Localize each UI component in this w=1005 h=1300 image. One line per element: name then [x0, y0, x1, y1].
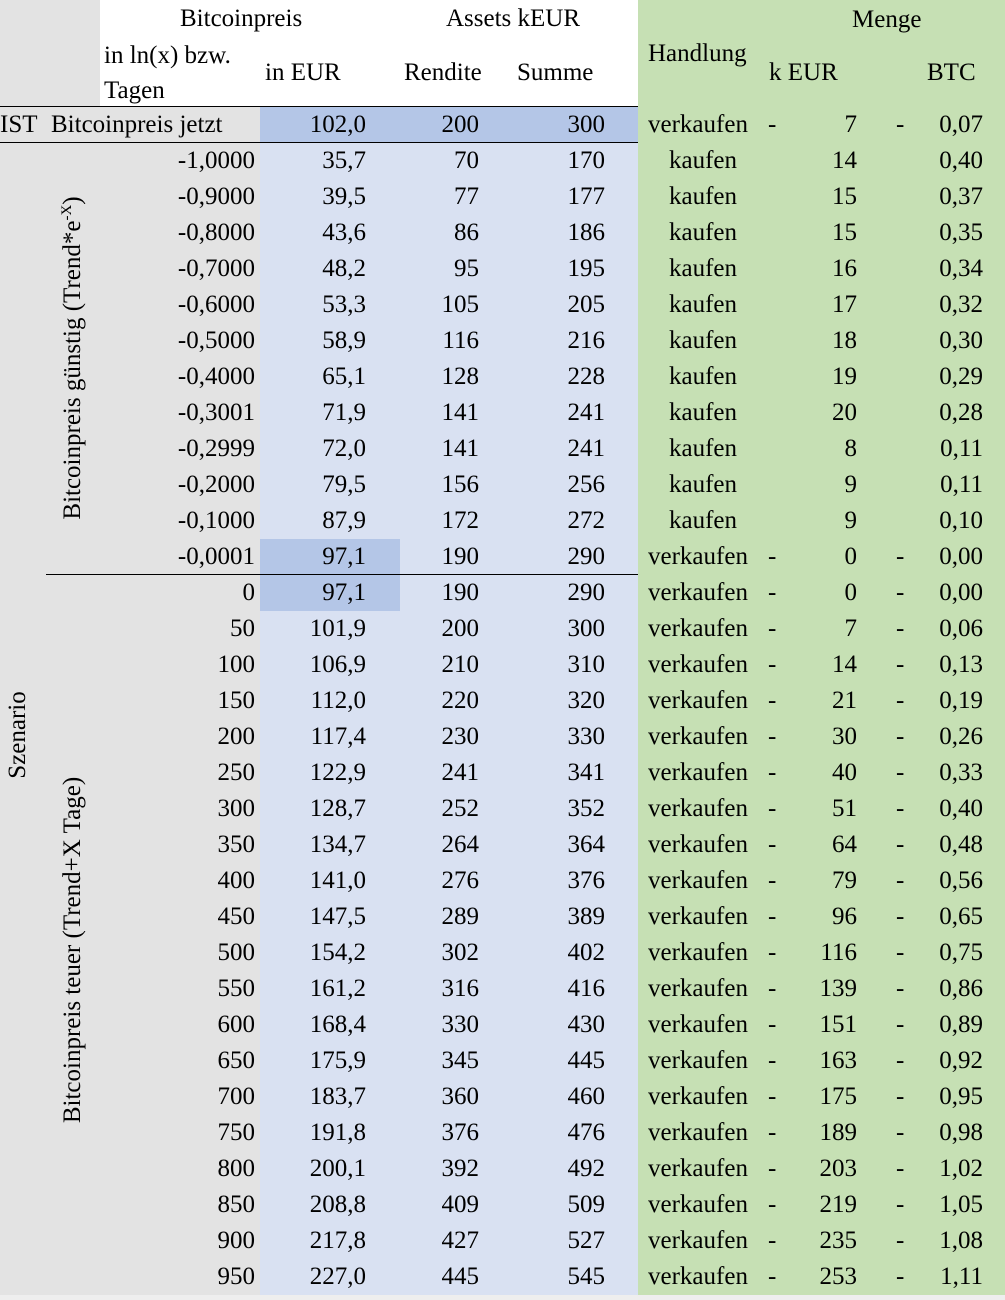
keur-sign: - — [768, 1263, 777, 1290]
keur-value: 175 — [819, 1083, 857, 1110]
btc-sign: - — [896, 831, 905, 858]
keur-value: 8 — [844, 435, 857, 462]
summe-value: 402 — [567, 939, 605, 966]
rendite-value: 70 — [454, 147, 479, 174]
ist-price: 102,0 — [309, 111, 366, 138]
summe-value: 341 — [567, 759, 605, 786]
price-eur: 191,8 — [309, 1119, 366, 1146]
keur-sign: - — [768, 1227, 777, 1254]
header-btc: BTC — [927, 59, 976, 86]
btc-value: 0,26 — [939, 723, 983, 750]
keur-value: 253 — [819, 1263, 857, 1290]
price-eur: 183,7 — [309, 1083, 366, 1110]
btc-value: 0,30 — [939, 327, 983, 354]
guenstig-label-prefix: Bitcoinpreis günstig (Trend*e — [59, 220, 87, 520]
keur-sign: - — [768, 795, 777, 822]
price-eur: 58,9 — [322, 327, 366, 354]
action-label: kaufen — [668, 363, 738, 390]
summe-value: 445 — [567, 1047, 605, 1074]
keur-value: 139 — [819, 975, 857, 1002]
scenario-x-value: 700 — [217, 1083, 255, 1110]
summe-value: 241 — [567, 399, 605, 426]
action-label: verkaufen — [648, 1119, 748, 1146]
rendite-value: 95 — [454, 255, 479, 282]
keur-value: 219 — [819, 1191, 857, 1218]
btc-value: 0,92 — [939, 1047, 983, 1074]
ist-keur-sign: - — [768, 111, 777, 138]
header-handlung: Handlung — [648, 40, 747, 67]
rendite-value: 445 — [441, 1263, 479, 1290]
summe-value: 389 — [567, 903, 605, 930]
rendite-value: 264 — [441, 831, 479, 858]
teuer-label: Bitcoinpreis teuer (Trend+X Tage) — [59, 776, 86, 1124]
rendite-value: 141 — [441, 435, 479, 462]
price-eur: 43,6 — [322, 219, 366, 246]
price-eur: 154,2 — [309, 939, 366, 966]
action-label: kaufen — [668, 471, 738, 498]
btc-value: 0,86 — [939, 975, 983, 1002]
summe-value: 509 — [567, 1191, 605, 1218]
btc-value: 0,56 — [939, 867, 983, 894]
summe-value: 290 — [567, 543, 605, 570]
keur-value: 189 — [819, 1119, 857, 1146]
action-label: verkaufen — [648, 867, 748, 894]
keur-sign: - — [768, 687, 777, 714]
scenario-x-value: -0,0001 — [177, 543, 255, 570]
action-label: kaufen — [668, 147, 738, 174]
price-eur: 227,0 — [309, 1263, 366, 1290]
summe-value: 352 — [567, 795, 605, 822]
keur-sign: - — [768, 723, 777, 750]
rendite-value: 252 — [441, 795, 479, 822]
action-label: verkaufen — [648, 939, 748, 966]
rendite-value: 210 — [441, 651, 479, 678]
btc-value: 0,10 — [939, 507, 983, 534]
btc-value: 0,11 — [940, 471, 983, 498]
summe-value: 256 — [567, 471, 605, 498]
keur-value: 203 — [819, 1155, 857, 1182]
summe-value: 545 — [567, 1263, 605, 1290]
scenario-x-value: 450 — [217, 903, 255, 930]
btc-sign: - — [896, 1083, 905, 1110]
keur-sign: - — [768, 1047, 777, 1074]
action-label: kaufen — [668, 327, 738, 354]
price-eur: 39,5 — [322, 183, 366, 210]
ist-label: IST — [0, 111, 38, 138]
keur-value: 17 — [832, 291, 857, 318]
btc-value: 0,48 — [939, 831, 983, 858]
btc-sign: - — [896, 795, 905, 822]
header-bitcoinpreis: Bitcoinpreis — [180, 5, 303, 32]
price-eur: 72,0 — [322, 435, 366, 462]
scenario-x-value: -0,7000 — [177, 255, 255, 282]
btc-sign: - — [896, 1191, 905, 1218]
summe-value: 195 — [567, 255, 605, 282]
price-eur: 35,7 — [322, 147, 366, 174]
keur-value: 9 — [844, 471, 857, 498]
keur-sign: - — [768, 867, 777, 894]
btc-value: 1,11 — [940, 1263, 983, 1290]
rendite-value: 200 — [441, 615, 479, 642]
rendite-value: 156 — [441, 471, 479, 498]
action-label: verkaufen — [648, 651, 748, 678]
keur-value: 79 — [832, 867, 857, 894]
keur-sign: - — [768, 939, 777, 966]
btc-value: 0,34 — [939, 255, 983, 282]
action-label: verkaufen — [648, 1191, 748, 1218]
keur-value: 16 — [832, 255, 857, 282]
keur-value: 64 — [832, 831, 857, 858]
keur-value: 30 — [832, 723, 857, 750]
price-eur: 168,4 — [309, 1011, 366, 1038]
btc-value: 0,65 — [939, 903, 983, 930]
label-column-background — [0, 0, 100, 107]
scenario-x-value: 500 — [217, 939, 255, 966]
rendite-value: 128 — [441, 363, 479, 390]
scenario-x-value: 650 — [217, 1047, 255, 1074]
keur-value: 0 — [844, 543, 857, 570]
btc-value: 0,75 — [939, 939, 983, 966]
summe-value: 170 — [567, 147, 605, 174]
action-label: verkaufen — [648, 1083, 748, 1110]
btc-value: 0,40 — [939, 795, 983, 822]
btc-sign: - — [896, 939, 905, 966]
summe-value: 300 — [567, 615, 605, 642]
bottom-strip — [0, 1295, 1005, 1300]
btc-sign: - — [896, 723, 905, 750]
rendite-value: 345 — [441, 1047, 479, 1074]
action-label: kaufen — [668, 219, 738, 246]
action-label: kaufen — [668, 399, 738, 426]
scenario-x-value: 400 — [217, 867, 255, 894]
scenario-x-value: 950 — [217, 1263, 255, 1290]
rendite-value: 276 — [441, 867, 479, 894]
action-label: verkaufen — [648, 759, 748, 786]
btc-value: 0,35 — [939, 219, 983, 246]
scenario-x-value: -0,1000 — [177, 507, 255, 534]
action-label: kaufen — [668, 435, 738, 462]
ist-btc: 0,07 — [939, 111, 983, 138]
keur-value: 15 — [832, 183, 857, 210]
keur-value: 40 — [832, 759, 857, 786]
btc-sign: - — [896, 975, 905, 1002]
btc-sign: - — [896, 687, 905, 714]
price-eur: 141,0 — [309, 867, 366, 894]
keur-sign: - — [768, 1011, 777, 1038]
action-label: kaufen — [668, 291, 738, 318]
header-summe: Summe — [517, 59, 594, 86]
ist-btc-sign: - — [896, 111, 905, 138]
rendite-value: 392 — [441, 1155, 479, 1182]
header-in-eur: in EUR — [265, 59, 341, 86]
price-eur: 208,8 — [309, 1191, 366, 1218]
keur-sign: - — [768, 1191, 777, 1218]
scenario-x-value: 200 — [217, 723, 255, 750]
rendite-value: 409 — [441, 1191, 479, 1218]
price-eur: 134,7 — [309, 831, 366, 858]
action-label: verkaufen — [648, 795, 748, 822]
keur-value: 151 — [819, 1011, 857, 1038]
rendite-value: 427 — [441, 1227, 479, 1254]
header-k-eur: k EUR — [769, 59, 838, 86]
price-eur: 128,7 — [309, 795, 366, 822]
ist-summe: 300 — [567, 111, 605, 138]
price-eur: 217,8 — [309, 1227, 366, 1254]
price-eur: 122,9 — [309, 759, 366, 786]
scenario-x-value: 0 — [242, 579, 255, 606]
summe-value: 310 — [567, 651, 605, 678]
header-lnx-line1: in ln(x) bzw. — [104, 42, 231, 69]
keur-sign: - — [768, 579, 777, 606]
rendite-value: 220 — [441, 687, 479, 714]
price-eur: 53,3 — [322, 291, 366, 318]
rendite-value: 77 — [454, 183, 479, 210]
scenario-x-value: 100 — [217, 651, 255, 678]
summe-value: 205 — [567, 291, 605, 318]
summe-value: 186 — [567, 219, 605, 246]
btc-value: 0,00 — [939, 579, 983, 606]
action-label: verkaufen — [648, 687, 748, 714]
action-label: verkaufen — [648, 1047, 748, 1074]
btc-value: 0,13 — [939, 651, 983, 678]
summe-value: 320 — [567, 687, 605, 714]
price-eur: 71,9 — [322, 399, 366, 426]
rendite-value: 116 — [442, 327, 479, 354]
rendite-value: 190 — [441, 543, 479, 570]
scenario-x-value: -0,6000 — [177, 291, 255, 318]
keur-value: 51 — [832, 795, 857, 822]
action-label: verkaufen — [648, 723, 748, 750]
btc-value: 0,98 — [939, 1119, 983, 1146]
summe-value: 460 — [567, 1083, 605, 1110]
action-label: verkaufen — [648, 975, 748, 1002]
scenario-x-value: 250 — [217, 759, 255, 786]
btc-value: 0,32 — [939, 291, 983, 318]
btc-value: 0,40 — [939, 147, 983, 174]
rendite-value: 376 — [441, 1119, 479, 1146]
btc-sign: - — [896, 1227, 905, 1254]
scenario-x-value: 350 — [217, 831, 255, 858]
rendite-value: 360 — [441, 1083, 479, 1110]
rendite-value: 241 — [441, 759, 479, 786]
action-label: verkaufen — [648, 831, 748, 858]
action-label: verkaufen — [648, 615, 748, 642]
scenario-x-value: -0,4000 — [177, 363, 255, 390]
btc-value: 0,11 — [940, 435, 983, 462]
scenario-x-value: 600 — [217, 1011, 255, 1038]
ist-rendite: 200 — [441, 111, 479, 138]
btc-sign: - — [896, 1011, 905, 1038]
header-lnx-line2: Tagen — [104, 77, 165, 104]
btc-value: 0,28 — [939, 399, 983, 426]
scenario-x-value: 150 — [217, 687, 255, 714]
szenario-label: Szenario — [4, 691, 31, 779]
btc-value: 0,95 — [939, 1083, 983, 1110]
header-menge: Menge — [852, 6, 922, 33]
price-eur: 106,9 — [309, 651, 366, 678]
action-label: kaufen — [668, 183, 738, 210]
scenario-x-value: 800 — [217, 1155, 255, 1182]
action-label: verkaufen — [648, 1227, 748, 1254]
summe-value: 241 — [567, 435, 605, 462]
summe-value: 290 — [567, 579, 605, 606]
scenario-x-value: -1,0000 — [177, 147, 255, 174]
action-label: verkaufen — [648, 903, 748, 930]
summe-value: 330 — [567, 723, 605, 750]
summe-value: 272 — [567, 507, 605, 534]
btc-value: 1,08 — [939, 1227, 983, 1254]
rendite-value: 230 — [441, 723, 479, 750]
keur-sign: - — [768, 1083, 777, 1110]
keur-sign: - — [768, 615, 777, 642]
rendite-value: 330 — [441, 1011, 479, 1038]
scenario-x-value: -0,3001 — [177, 399, 255, 426]
price-eur: 79,5 — [322, 471, 366, 498]
rendite-value: 289 — [441, 903, 479, 930]
summe-value: 376 — [567, 867, 605, 894]
price-eur: 97,1 — [322, 579, 366, 606]
header-rendite: Rendite — [404, 59, 482, 86]
summe-value: 416 — [567, 975, 605, 1002]
scenario-x-value: -0,8000 — [177, 219, 255, 246]
action-label: verkaufen — [648, 1011, 748, 1038]
price-eur: 65,1 — [322, 363, 366, 390]
btc-value: 0,00 — [939, 543, 983, 570]
keur-sign: - — [768, 831, 777, 858]
btc-value: 0,29 — [939, 363, 983, 390]
summe-value: 476 — [567, 1119, 605, 1146]
summe-value: 216 — [567, 327, 605, 354]
summe-value: 177 — [567, 183, 605, 210]
btc-sign: - — [896, 651, 905, 678]
keur-value: 19 — [832, 363, 857, 390]
keur-value: 20 — [832, 399, 857, 426]
summe-value: 430 — [567, 1011, 605, 1038]
price-eur: 97,1 — [322, 543, 366, 570]
price-eur: 175,9 — [309, 1047, 366, 1074]
btc-value: 1,02 — [939, 1155, 983, 1182]
keur-value: 9 — [844, 507, 857, 534]
btc-value: 0,89 — [939, 1011, 983, 1038]
keur-sign: - — [768, 1119, 777, 1146]
scenario-x-value: 900 — [217, 1227, 255, 1254]
btc-value: 0,06 — [939, 615, 983, 642]
btc-sign: - — [896, 759, 905, 786]
btc-sign: - — [896, 903, 905, 930]
scenario-x-value: 50 — [230, 615, 255, 642]
btc-sign: - — [896, 1047, 905, 1074]
btc-sign: - — [896, 1155, 905, 1182]
scenario-x-value: 750 — [217, 1119, 255, 1146]
ist-keur: 7 — [844, 111, 857, 138]
keur-value: 14 — [832, 651, 857, 678]
btc-sign: - — [896, 1119, 905, 1146]
keur-sign: - — [768, 651, 777, 678]
btc-sign: - — [896, 1263, 905, 1290]
keur-value: 116 — [820, 939, 857, 966]
keur-value: 235 — [819, 1227, 857, 1254]
price-eur: 87,9 — [322, 507, 366, 534]
btc-sign: - — [896, 867, 905, 894]
keur-sign: - — [768, 1155, 777, 1182]
action-label: verkaufen — [648, 543, 748, 570]
summe-value: 364 — [567, 831, 605, 858]
action-label: verkaufen — [648, 579, 748, 606]
rendite-value: 172 — [441, 507, 479, 534]
btc-value: 1,05 — [939, 1191, 983, 1218]
action-label: kaufen — [668, 255, 738, 282]
scenario-x-value: -0,2000 — [177, 471, 255, 498]
scenario-x-value: 550 — [217, 975, 255, 1002]
summe-value: 228 — [567, 363, 605, 390]
price-eur: 112,0 — [310, 687, 366, 714]
keur-value: 18 — [832, 327, 857, 354]
price-eur: 117,4 — [310, 723, 366, 750]
keur-value: 21 — [832, 687, 857, 714]
btc-sign: - — [896, 579, 905, 606]
rendite-value: 302 — [441, 939, 479, 966]
price-eur: 161,2 — [309, 975, 366, 1002]
rendite-value: 141 — [441, 399, 479, 426]
price-eur: 200,1 — [309, 1155, 366, 1182]
keur-value: 96 — [832, 903, 857, 930]
scenario-x-value: 300 — [217, 795, 255, 822]
action-label: verkaufen — [648, 1263, 748, 1290]
keur-value: 163 — [819, 1047, 857, 1074]
scenario-x-value: -0,2999 — [177, 435, 255, 462]
keur-value: 14 — [832, 147, 857, 174]
rendite-value: 316 — [441, 975, 479, 1002]
btc-sign: - — [896, 543, 905, 570]
summe-value: 492 — [567, 1155, 605, 1182]
keur-sign: - — [768, 543, 777, 570]
ist-action: verkaufen — [648, 111, 748, 138]
scenario-x-value: -0,9000 — [177, 183, 255, 210]
keur-value: 15 — [832, 219, 857, 246]
scenario-x-value: -0,5000 — [177, 327, 255, 354]
btc-value: 0,37 — [939, 183, 983, 210]
keur-sign: - — [768, 903, 777, 930]
guenstig-label-suffix: ) — [59, 196, 87, 205]
action-label: kaufen — [668, 507, 738, 534]
rendite-value: 190 — [441, 579, 479, 606]
rendite-value: 86 — [454, 219, 479, 246]
btc-value: 0,19 — [939, 687, 983, 714]
keur-sign: - — [768, 975, 777, 1002]
rendite-value: 105 — [441, 291, 479, 318]
ist-row-label: Bitcoinpreis jetzt — [51, 111, 223, 138]
summe-value: 527 — [567, 1227, 605, 1254]
price-eur: 101,9 — [309, 615, 366, 642]
keur-value: 0 — [844, 579, 857, 606]
scenario-x-value: 850 — [217, 1191, 255, 1218]
header-assets: Assets kEUR — [446, 5, 581, 32]
action-label: verkaufen — [648, 1155, 748, 1182]
btc-value: 0,33 — [939, 759, 983, 786]
guenstig-label-exponent: -X — [58, 204, 75, 221]
keur-value: 7 — [844, 615, 857, 642]
price-eur: 48,2 — [322, 255, 366, 282]
keur-sign: - — [768, 759, 777, 786]
btc-sign: - — [896, 615, 905, 642]
price-eur: 147,5 — [309, 903, 366, 930]
